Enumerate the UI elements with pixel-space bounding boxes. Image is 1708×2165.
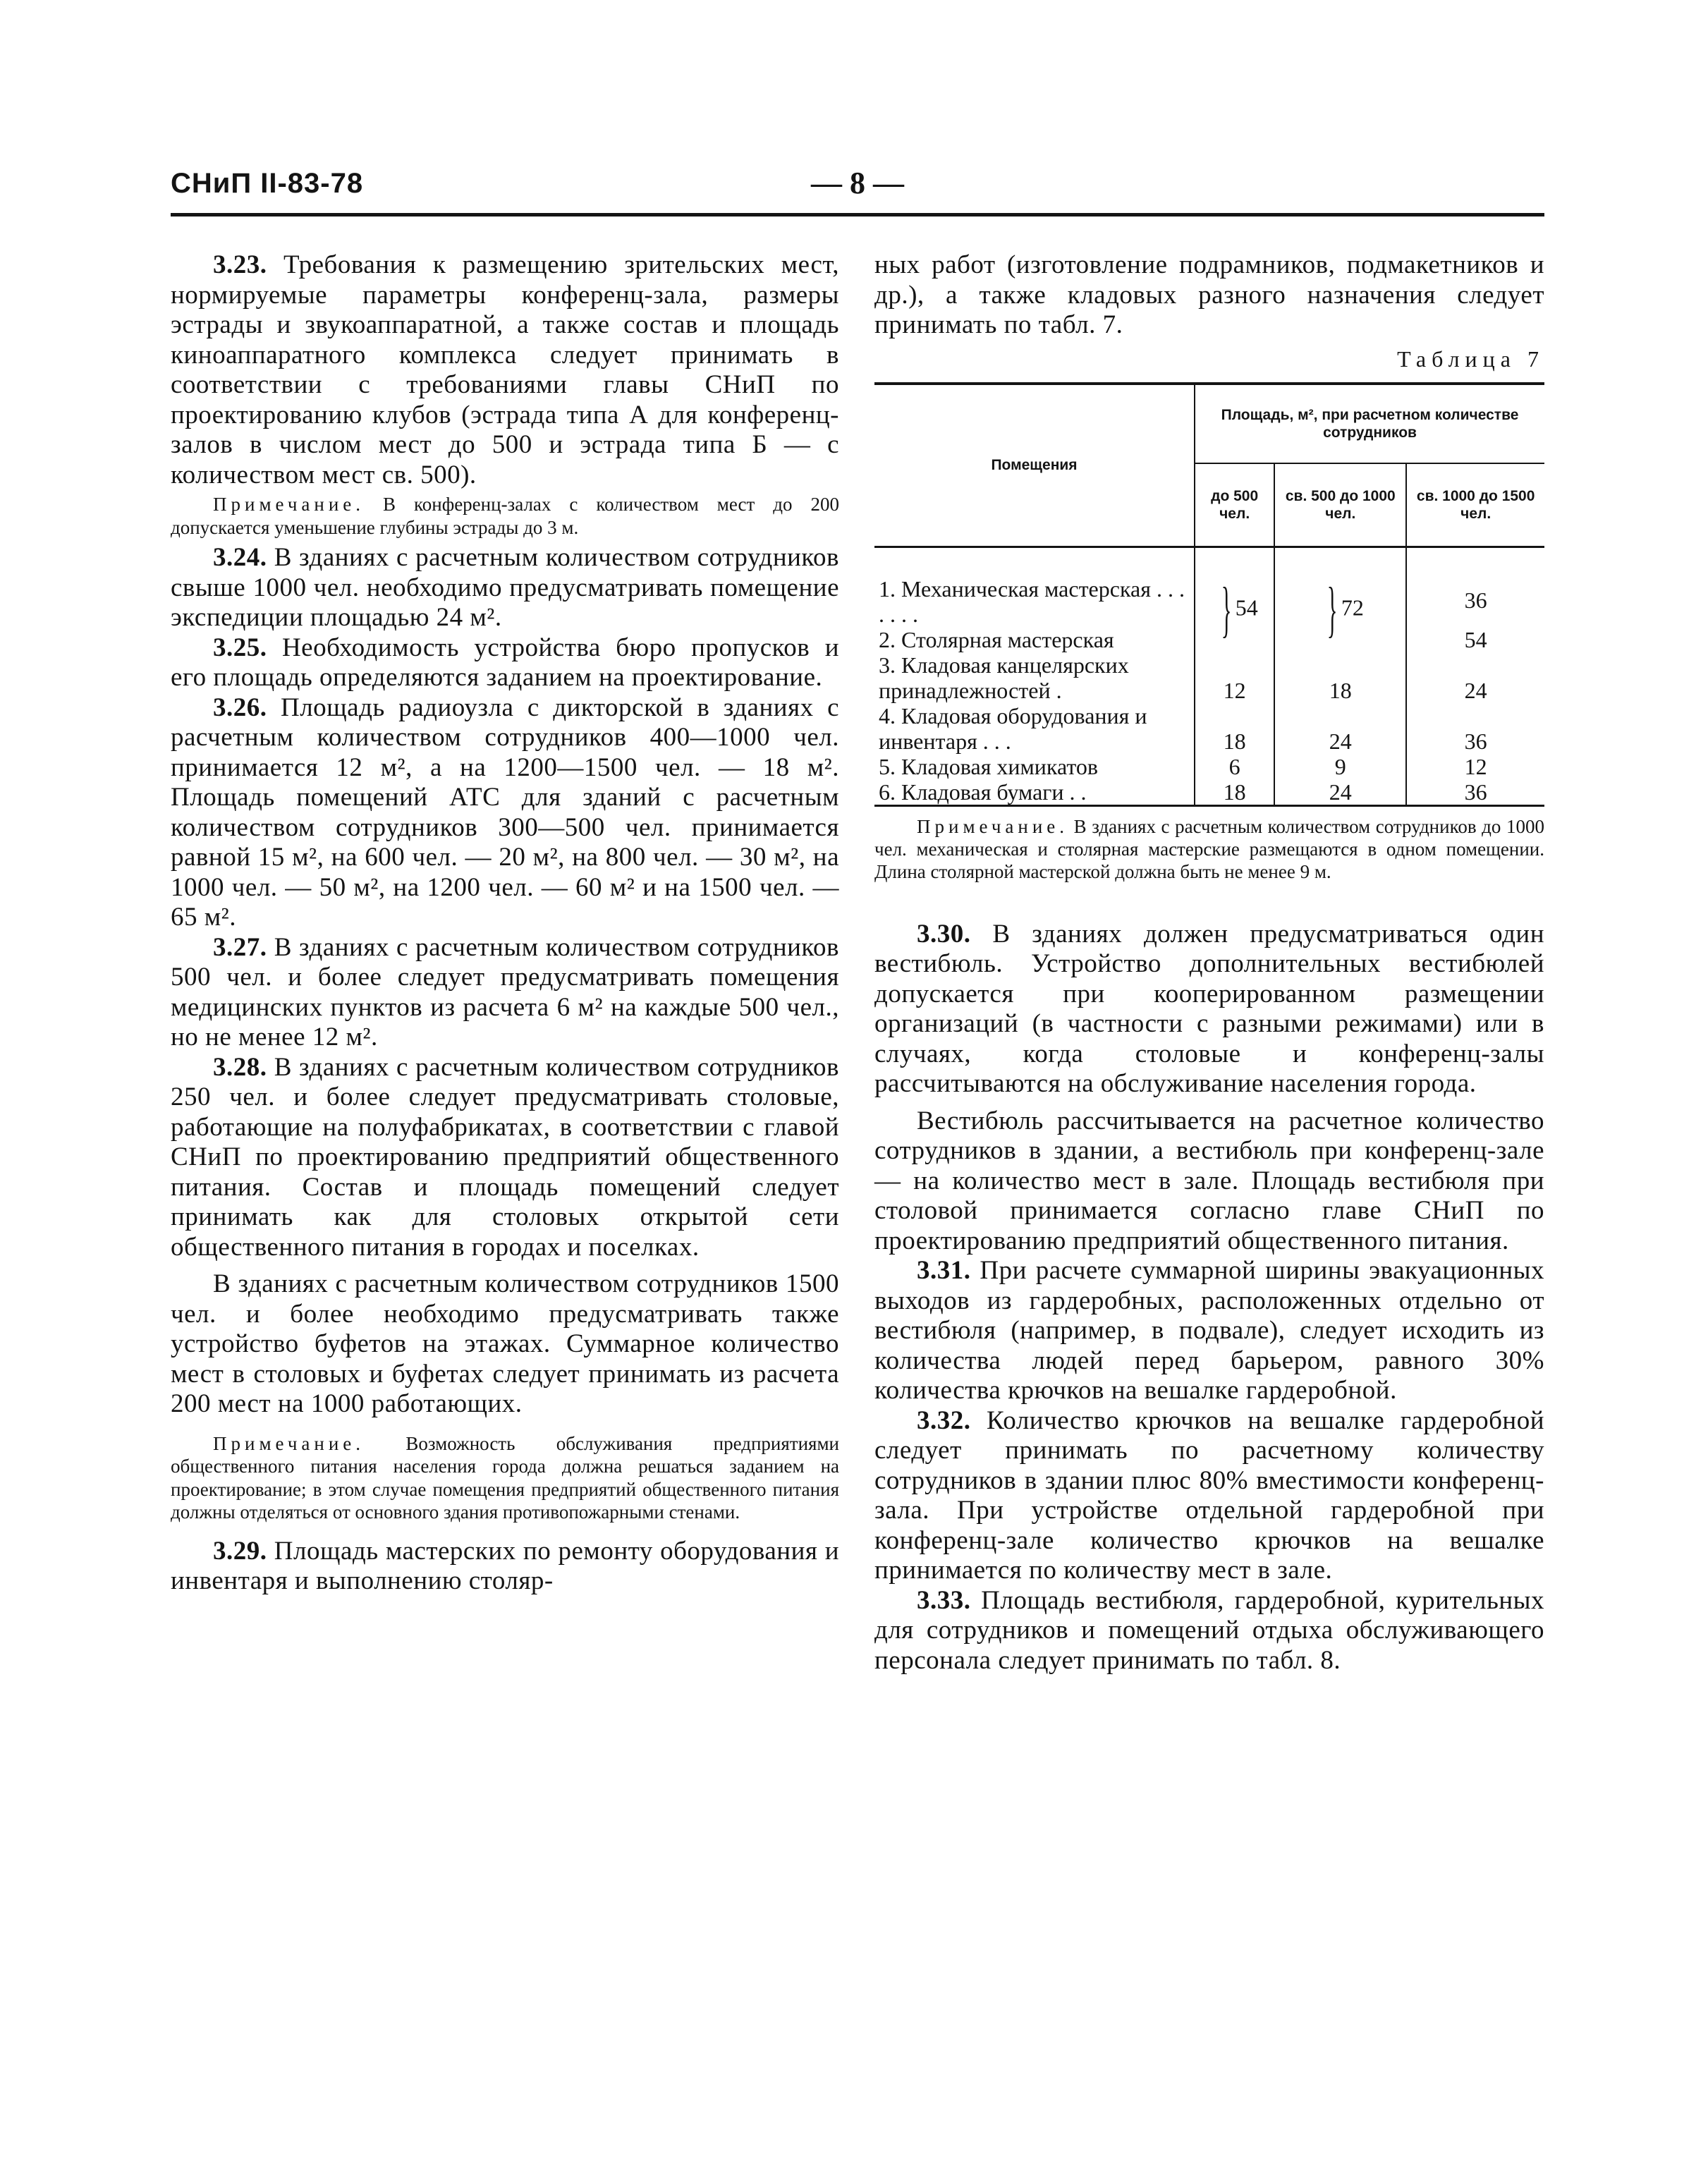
table-row [874, 703, 1544, 754]
cell-value: 18 [1195, 779, 1274, 806]
clause-3-32 [874, 1406, 1544, 1586]
clause-3-28-continued: В зданиях с расчетным количеством сотрудников 1500 чел. и более необходимо предусматривать также устройство буфетов на этажах. Суммарное количество мест в столовых и буфетах следует принимать из расчета 200 мест на 1000 работающих. [171, 1269, 839, 1418]
clause-3-29-continued: ных работ (изготовление подрамников, подмакетников и др.), а также кладовых разного назначения следует принимать по табл. 7. [874, 250, 1544, 339]
clause-text: В зданиях должен предусматриваться один вестибюль. Устройство дополнительных вестибюлей допускается при кооперированном размещении организаций (в частности с разными режимами) или в случаях, когда столовые и конференц-залы рассчитываются на обслуживание населения города. [874, 919, 1544, 1098]
clause-3-28 [171, 1053, 839, 1263]
clause-text: При расчете суммарной ширины эвакуационных выходов из гардеробных, расположенных отдельно от вестибюля (например, в подвале), следует исходить из количества людей перед барьером, равного 30% количества крючков на вешалке гардеробной. [874, 1256, 1544, 1405]
clause-3-25 [171, 633, 839, 693]
row-value-merged [1195, 547, 1274, 652]
document-code: СНиП II-83-78 [171, 168, 364, 199]
cell-value: 36 [1406, 703, 1544, 754]
note-3-23 [171, 493, 839, 539]
clause-number: 3.29. [213, 1536, 267, 1566]
cell-value: 24 [1274, 703, 1406, 754]
header-col-1: до 500 чел. [1195, 463, 1274, 547]
cell-value: 24 [1406, 652, 1544, 703]
cell-value: 18 [1274, 652, 1406, 703]
clause-3-31 [874, 1256, 1544, 1406]
clause-number: 3.33. [917, 1585, 971, 1615]
clause-3-27 [171, 933, 839, 1053]
clause-3-23 [171, 250, 839, 490]
note-3-28 [171, 1432, 839, 1524]
header-col-3: св. 1000 до 1500 чел. [1406, 463, 1544, 547]
note-text: В конференц-залах с количеством мест до 200 допускается уменьшение глубины эстрады до 3 м. [171, 494, 839, 538]
clause-number: 3.27. [213, 932, 267, 962]
right-column [874, 250, 1544, 1676]
clause-number: 3.26. [213, 693, 267, 722]
note-text: В зданиях с расчетным количеством сотрудников до 1000 чел. механическая и столярная мастерские размещаются в одном помещении. Длина столярной мастерской должна быть не менее 9 м. [874, 815, 1544, 882]
header-rooms: Помещения [874, 384, 1195, 547]
clause-3-24 [171, 543, 839, 633]
brace-icon: } [1326, 575, 1338, 644]
table-7 [874, 382, 1544, 807]
clause-number: 3.30. [917, 919, 971, 949]
clause-text: Площадь вестибюля, гардеробной, курительных для сотрудников и помещений отдыха обслуживающего персонала следует принимать по табл. 8. [874, 1585, 1544, 1675]
cell-value: 24 [1274, 779, 1406, 806]
cell-value: 18 [1195, 703, 1274, 754]
row-name: 3. Кладовая канцелярских принадлежностей . [879, 652, 1129, 703]
note-text: Возможность обслуживания предприятиями общественного питания населения города должна решаться заданием на проектирование; в этом случае помещения предприятий общественного питания должны отделяться от основного здания противопожарными стенами. [171, 1432, 839, 1523]
clause-number: 3.24. [213, 543, 267, 572]
clause-number: 3.31. [917, 1256, 971, 1285]
note-label: Примечание. [213, 1432, 365, 1454]
table-7-note [874, 815, 1544, 883]
page-number: — 8 — [811, 166, 904, 200]
clause-3-30-continued: Вестибюль рассчитывается на расчетное количество сотрудников в здании, а вестибюль при конференц-зале — на количество мест в зале. Площадь вестибюля при столовой принимается согласно главе СНиП по проектированию предприятий общественного питания. [874, 1106, 1544, 1255]
clause-3-30 [874, 920, 1544, 1099]
cell-value: 72 [1341, 594, 1364, 620]
cell-value: 36 [1406, 779, 1544, 806]
cell-value: 9 [1274, 754, 1406, 779]
page-header [171, 164, 1544, 216]
header-col-2: св. 500 до 1000 чел. [1274, 463, 1406, 547]
clause-text: В зданиях с расчетным количеством сотрудников 250 чел. и более следует предусматривать столовые, работающие на полуфабрикатах, в соответствии с главой СНиП по проектированию предприятий общественного питания. Состав и площадь помещений следует принимать как для столовых открытой сети общественного питания в городах и поселках. [171, 1052, 839, 1262]
row-name: 4. Кладовая оборудования и инвентаря . . . [879, 702, 1147, 754]
clause-number: 3.25. [213, 633, 267, 662]
clause-number: 3.32. [917, 1405, 971, 1435]
clause-3-29 [171, 1537, 839, 1597]
note-label: Примечание. [917, 815, 1069, 837]
clause-text: Требования к размещению зрительских мест, нормируемые параметры конференц-зала, размеры эстрады и звукоаппаратной, а также состав и площадь киноаппаратного комплекса следует принимать в соответствии с требованиями главы СНиП по проектированию клубов (эстрада типа А для конференц-залов в числом мест до 500 и эстрада типа Б — с количеством мест св. 500). [171, 250, 839, 489]
table-row [874, 754, 1544, 779]
clause-3-33 [874, 1586, 1544, 1676]
clause-text: Площадь радиоузла с дикторской в зданиях с расчетным количеством сотрудников 400—1000 чел. принимается 12 м², а на 1200—1500 чел. — 18 м². Площадь помещений АТС для зданий с расчетным количеством сотрудников 300—500 чел. принимается равной 15 м², на 600 чел. — 20 м², на 800 чел. — 30 м², на 1000 чел. — 50 м², на 1200 чел. — 60 м² и на 1500 чел. — 65 м². [171, 693, 839, 932]
cell-value: 54 [1235, 594, 1258, 620]
row-name: 5. Кладовая химикатов [879, 753, 1099, 779]
row-name: 1. Механическая мастерская . . . . . . . [879, 575, 1185, 627]
clause-number: 3.28. [213, 1052, 267, 1082]
clause-text: Необходимость устройства бюро пропусков и его площадь определяются заданием на проектирование. [171, 633, 839, 692]
table-title: Таблица 7 [1397, 346, 1544, 372]
row-value-merged [1274, 547, 1406, 652]
cell-value: 12 [1406, 754, 1544, 779]
header-area-group: Площадь, м², при расчетном количестве сотрудников [1195, 384, 1544, 463]
cell-value: 54 [1406, 627, 1544, 652]
table-row [874, 779, 1544, 806]
table-row [874, 547, 1544, 627]
clause-text: В зданиях с расчетным количеством сотрудников свыше 1000 чел. необходимо предусматривать помещение экспедиции площадью 24 м². [171, 543, 839, 632]
clause-3-26 [171, 693, 839, 933]
note-label: Примечание. [213, 494, 365, 515]
cell-value: 36 [1406, 547, 1544, 627]
left-column [171, 250, 839, 1597]
clause-text: Количество крючков на вешалке гардеробной следует принимать по расчетному количеству сотрудников в здании плюс 80% вместимости конференц-зала. При устройстве отдельной гардеробной при конференц-зале количество крючков на вешалке принимается по количеству мест в зале. [874, 1405, 1544, 1585]
clause-number: 3.23. [213, 250, 267, 279]
row-name: 2. Столярная мастерская [879, 626, 1114, 652]
clause-text: Площадь мастерских по ремонту оборудования и инвентаря и выполнению столяр- [171, 1536, 839, 1595]
cell-value: 12 [1195, 652, 1274, 703]
cell-value: 6 [1195, 754, 1274, 779]
table-row [874, 652, 1544, 703]
clause-text: В зданиях с расчетным количеством сотрудников 500 чел. и более следует предусматривать помещения медицинских пунктов из расчета 6 м² на каждые 500 чел., но не менее 12 м². [171, 932, 839, 1051]
brace-icon: } [1221, 575, 1232, 644]
row-name: 6. Кладовая бумаги . . [874, 779, 1195, 806]
